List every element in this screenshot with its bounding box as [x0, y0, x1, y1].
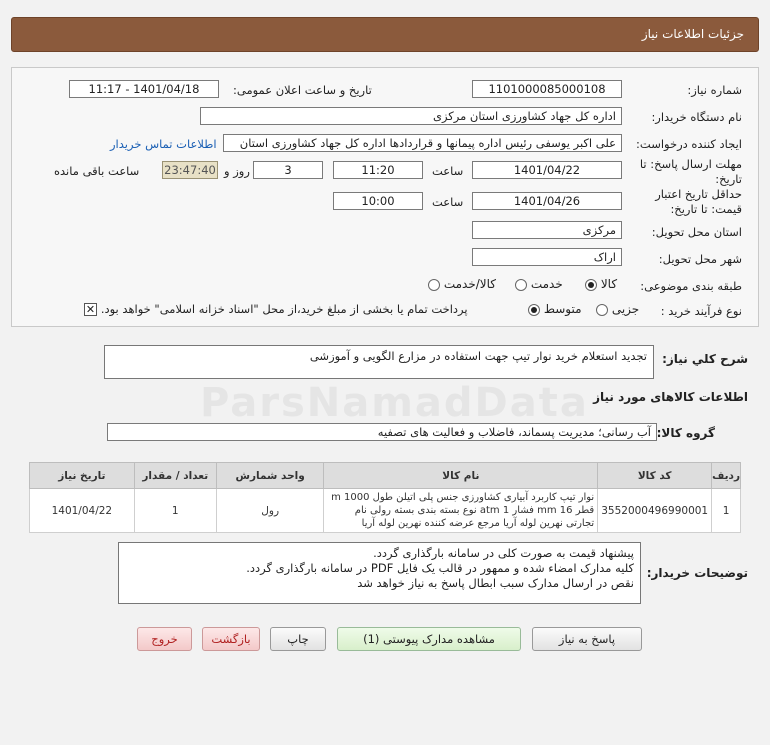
- process-medium-radio[interactable]: [528, 304, 540, 316]
- col-date-header: تاریخ نیاز: [30, 463, 135, 489]
- buyer-notes-field: [118, 542, 641, 604]
- goods-info-title: اطلاعات کالاهای مورد نیاز: [593, 390, 748, 404]
- process-medium-label: متوسط: [543, 302, 582, 316]
- cell-name-line3: تجارتی نهرین لوله آریا مرجع عرضه کننده نهرین لوله آریا: [361, 518, 595, 529]
- days-label: روز و: [224, 164, 250, 178]
- province-field: مرکزی: [472, 221, 622, 239]
- need-number-label: شماره نیاز:: [687, 83, 742, 97]
- process-medium-option[interactable]: [528, 302, 582, 316]
- process-partial-option[interactable]: [596, 302, 639, 316]
- requester-label: ایجاد کننده درخواست:: [636, 137, 742, 151]
- cell-row: 1: [712, 489, 741, 533]
- buyer-org-label: نام دستگاه خریدار:: [651, 110, 742, 124]
- deadline-label: مهلت ارسال پاسخ: تا تاریخ:: [639, 157, 742, 186]
- col-unit-header: واحد شمارش: [216, 463, 324, 489]
- respond-button[interactable]: پاسخ به نیاز: [532, 627, 642, 651]
- view-attachments-button[interactable]: مشاهده مدارک پیوستی (1): [337, 627, 521, 651]
- validity-time-label: ساعت: [432, 195, 464, 209]
- cell-unit: رول: [216, 489, 324, 533]
- deadline-time-label: ساعت: [432, 164, 464, 178]
- table-header-row: [30, 463, 741, 489]
- cell-name-line1: نوار تیپ کاربرد آبیاری کشاورزی جنس پلی اتیلن طول m 1000: [331, 492, 595, 503]
- buyer-org-field: اداره کل جهاد کشاورزی استان مرکزی: [200, 107, 622, 125]
- category-goods-label: کالا: [600, 277, 618, 291]
- treasury-payment-label: پرداخت تمام یا بخشی از مبلغ خرید،از محل "اسناد خزانه اسلامی" خواهد بود.: [100, 302, 468, 316]
- category-service-label: خدمت: [530, 277, 563, 291]
- validity-time-field: 10:00: [333, 192, 423, 210]
- treasury-payment-checkbox[interactable]: ✕: [85, 303, 96, 316]
- validity-date-field: 1401/04/26: [472, 192, 622, 210]
- category-both-label: کالا/خدمت: [443, 277, 497, 291]
- process-partial-label: جزیی: [611, 302, 640, 316]
- days-remaining-field: 3: [253, 161, 323, 179]
- category-goods-radio[interactable]: [585, 279, 597, 291]
- col-row-header: ردیف: [712, 463, 741, 489]
- city-field: اراک: [472, 248, 622, 266]
- goods-table: [29, 462, 741, 533]
- buyer-notes-line1: پیشنهاد قیمت به صورت کلی در سامانه بارگذاری گردد.: [373, 546, 634, 560]
- cell-count: 1: [134, 489, 216, 533]
- buyer-notes-line3: نقص در ارسال مدارک سبب ابطال پاسخ به نیاز خواهد شد: [357, 576, 634, 590]
- city-label: شهر محل تحویل:: [658, 252, 742, 266]
- buyer-notes-label: توضیحات خریدار:: [646, 566, 748, 580]
- cell-name-line2: قطر mm 16 فشار atm 1 نوع بسته بندی بسته رولی نام: [354, 505, 595, 516]
- buyer-contact-link[interactable]: اطلاعات تماس خریدار: [110, 137, 217, 151]
- watermark: ParsNamadData: [200, 380, 589, 426]
- category-service-option[interactable]: [515, 277, 563, 291]
- cell-code: 3552000496990001: [598, 489, 712, 533]
- announce-field: 1401/04/18 - 11:17: [69, 80, 219, 98]
- col-code-header: کد کالا: [598, 463, 712, 489]
- goods-group-label: گروه کالا:: [656, 426, 715, 440]
- category-service-radio[interactable]: [515, 279, 527, 291]
- print-button[interactable]: چاپ: [270, 627, 326, 651]
- table-row: [30, 489, 741, 533]
- validity-label: حداقل تاریخ اعتبار قیمت: تا تاریخ:: [655, 187, 742, 216]
- exit-button[interactable]: خروج: [137, 627, 192, 651]
- page-header: [11, 17, 759, 52]
- province-label: استان محل تحویل:: [651, 225, 742, 239]
- category-label: طبقه بندی موضوعی:: [640, 279, 742, 293]
- buyer-notes-line2: کلیه مدارک امضاء شده و ممهور در قالب یک فایل PDF در سامانه بارگذاری گردد.: [246, 561, 634, 575]
- category-both-option[interactable]: [428, 277, 496, 291]
- announce-label: تاریخ و ساعت اعلان عمومی:: [233, 83, 372, 97]
- remaining-time-label: ساعت باقی مانده: [54, 164, 140, 178]
- summary-field: تجدید استعلام خرید نوار تیپ جهت استفاده در مزارع الگویی و آموزشی: [104, 345, 654, 379]
- summary-label: شرح کلي نیاز:: [662, 352, 748, 366]
- deadline-date-field: 1401/04/22: [472, 161, 622, 179]
- category-both-radio[interactable]: [428, 279, 440, 291]
- need-number-field: 1101000085000108: [472, 80, 622, 98]
- cell-name: [324, 489, 598, 533]
- back-button[interactable]: بازگشت: [202, 627, 260, 651]
- category-goods-option[interactable]: [585, 277, 617, 291]
- process-label: نوع فرآیند خرید :: [660, 304, 742, 318]
- page-title: جزئیات اطلاعات نیاز: [641, 27, 744, 41]
- process-partial-radio[interactable]: [596, 304, 608, 316]
- requester-field: علی اکبر یوسفی رئیس اداره پیمانها و قراردادها اداره کل جهاد کشاورزی استان: [223, 134, 622, 152]
- goods-group-field: آب رسانی؛ مدیریت پسماند، فاضلاب و فعالیت های تصفیه: [107, 423, 657, 441]
- remaining-time-field: 23:47:40: [162, 161, 218, 179]
- treasury-payment-option[interactable]: [84, 302, 468, 316]
- col-name-header: نام کالا: [324, 463, 598, 489]
- deadline-time-field: 11:20: [333, 161, 423, 179]
- cell-date: 1401/04/22: [30, 489, 135, 533]
- col-count-header: تعداد / مقدار: [134, 463, 216, 489]
